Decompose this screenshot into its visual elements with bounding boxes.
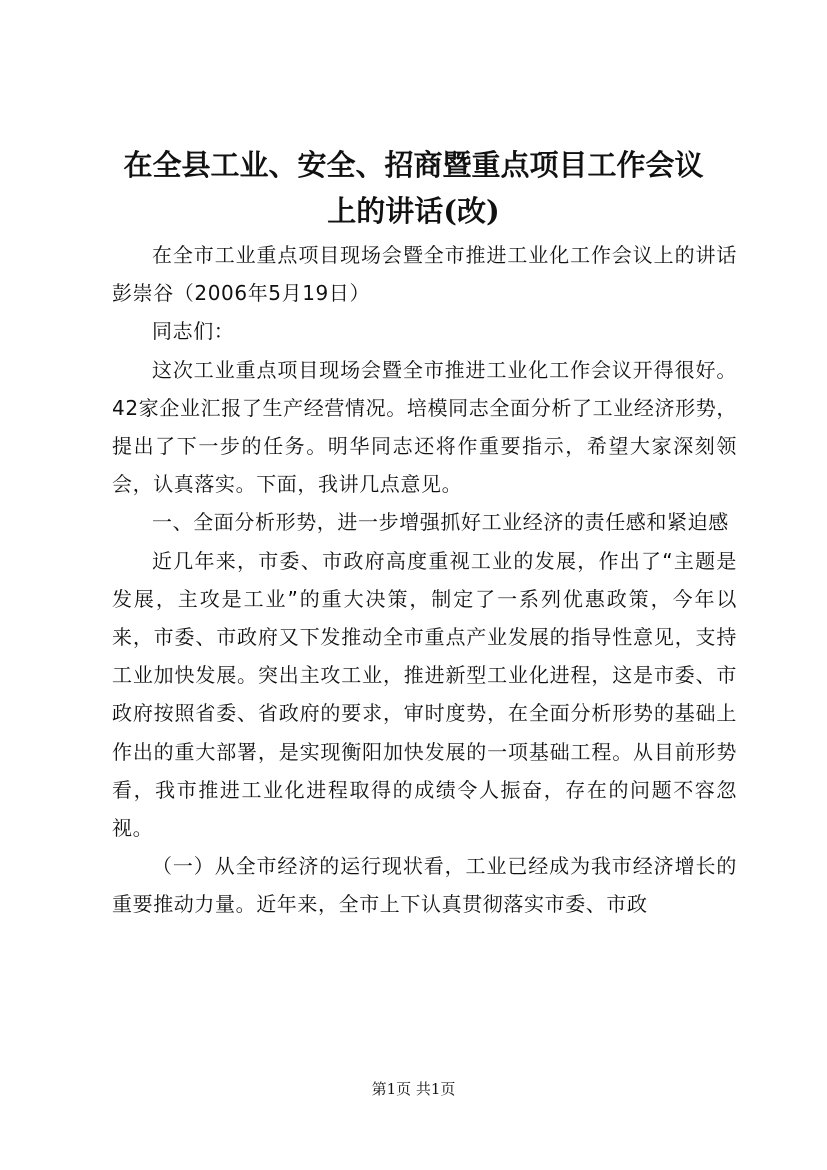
subtitle-paragraph: 在全市工业重点项目现场会暨全市推进工业化工作会议上的讲话彭崇谷（2006年5月19日）: [112, 243, 737, 306]
title-line-2: 上的讲话(改): [327, 194, 500, 228]
page-footer: 第1页 共1页: [371, 1080, 456, 1098]
section-heading: 一、全面分析形势，进一步增强抓好工业经济的责任感和紧迫感: [152, 510, 729, 535]
document-title: [100, 142, 727, 234]
body-paragraph: 近几年来，市委、市政府高度重视工业的发展，作出了“主题是发展，主攻是工业”的重大决策，制定了一系列优惠政策，今年以来，市委、市政府又下发推动全市重点产业发展的指导性意见，支持工业加快发展。突出主攻工业，推进新型工业化进程，这是市委、市政府按照省委、省政府的要求，审时度势，在全面分析形势的基础上作出的重大部署，是实现衡阳加快发展的一项基础工程。从目前形势看，我市推进工业化进程取得的成绩令人振奋，存在的问题不容忽视。: [112, 548, 737, 841]
body-paragraph: 这次工业重点项目现场会暨全市推进工业化工作会议开得很好。42家企业汇报了生产经营情况。培模同志全面分析了工业经济形势，提出了下一步的任务。明华同志还将作重要指示，希望大家深刻领会，认真落实。下面，我讲几点意见。: [112, 357, 737, 497]
body-paragraph: （一）从全市经济的运行现状看，工业已经成为我市经济增长的重要推动力量。近年来，全市上下认真贯彻落实市委、市政: [112, 854, 737, 917]
document-body: [112, 236, 737, 924]
title-line-1: 在全县工业、安全、招商暨重点项目工作会议: [123, 148, 704, 182]
salutation-paragraph: 同志们：: [152, 319, 235, 344]
